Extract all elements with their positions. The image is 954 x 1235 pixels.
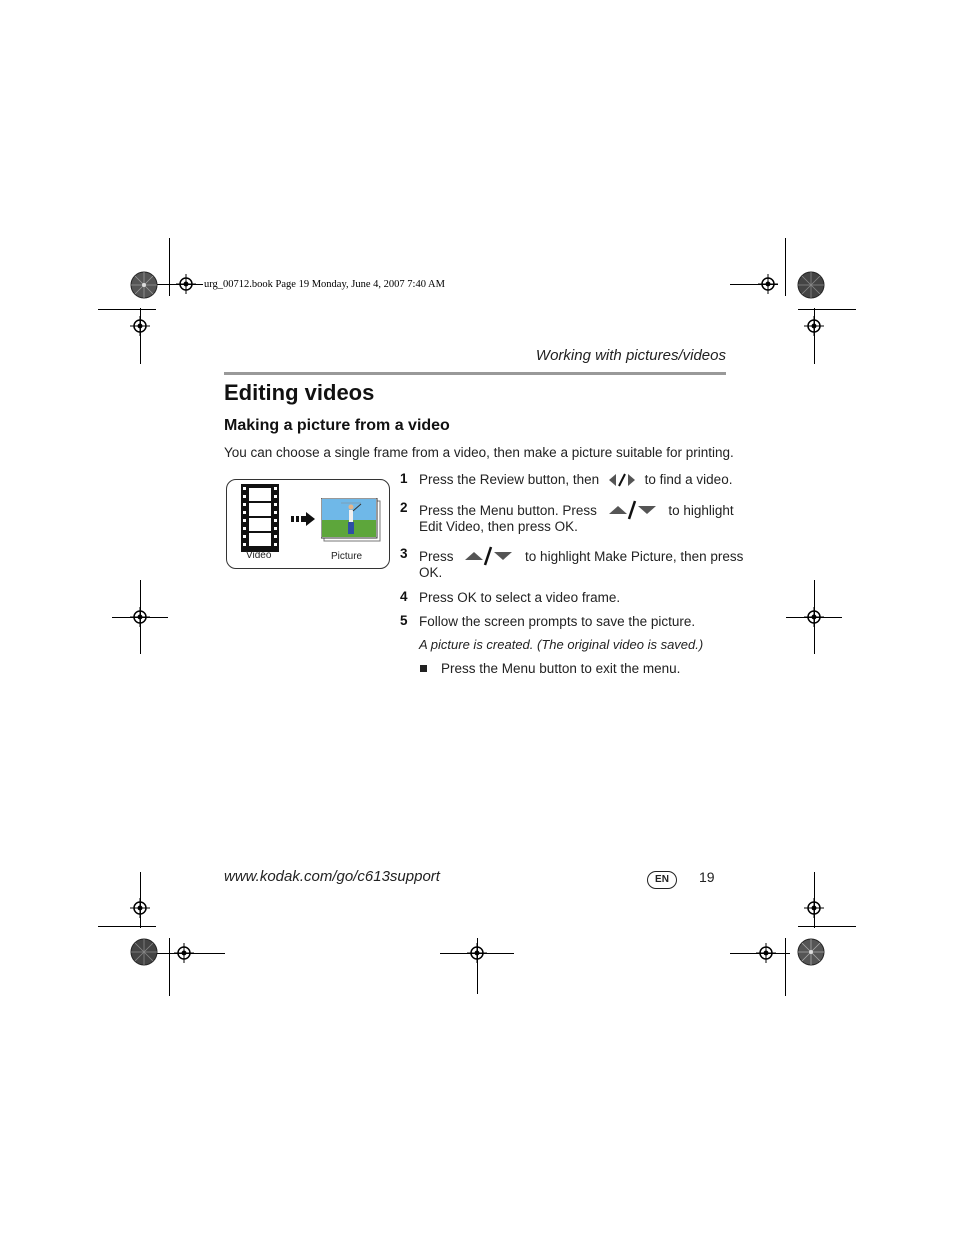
step-text: Press	[419, 549, 454, 564]
footer-url: www.kodak.com/go/c613support	[224, 868, 440, 885]
arrow-right-icon	[291, 512, 315, 526]
registration-target-icon	[130, 316, 150, 336]
header-rule	[224, 372, 726, 375]
bullet-square-icon	[420, 665, 427, 672]
bullet-text: Press the Menu button to exit the menu.	[441, 661, 681, 676]
page-title: Editing videos	[224, 380, 375, 405]
crop-mark	[798, 926, 856, 927]
section-title: Making a picture from a video	[224, 417, 450, 434]
crop-mark	[785, 938, 786, 996]
step-text: to highlight	[668, 503, 734, 518]
step-2-text	[419, 500, 734, 520]
step-text: to highlight Make Picture, then press	[525, 549, 744, 564]
left-right-arrow-icon	[609, 473, 635, 487]
step-5-text: Follow the screen prompts to save the picture.	[419, 614, 696, 629]
book-info: urg_00712.book Page 19 Monday, June 4, 2007 7:40 AM	[204, 279, 445, 290]
registration-target-icon	[176, 274, 196, 294]
registration-wheel-icon	[130, 938, 158, 966]
crop-mark	[798, 309, 856, 310]
crop-mark	[98, 926, 156, 927]
step-number: 5	[400, 613, 408, 628]
up-down-arrow-icon	[609, 500, 657, 520]
picture-thumbnail-icon	[321, 498, 381, 542]
registration-target-icon	[804, 898, 824, 918]
page-number: 19	[699, 869, 715, 885]
step-3-text	[419, 546, 743, 566]
step-number: 2	[400, 500, 408, 515]
crop-mark	[169, 238, 170, 296]
step-text: to find a video.	[644, 472, 733, 487]
crop-mark	[98, 309, 156, 310]
step-text: Press the Menu button. Press	[419, 503, 597, 518]
running-head: Working with pictures/videos	[535, 347, 726, 364]
step-text: Press the Review button, then	[419, 472, 600, 487]
registration-target-icon	[467, 943, 487, 963]
step-number: 3	[400, 546, 408, 561]
intro-paragraph: You can choose a single frame from a video, then make a picture suitable for printing.	[224, 445, 734, 460]
registration-target-icon	[756, 943, 776, 963]
up-down-arrow-icon	[465, 546, 513, 566]
picture-label: Picture	[331, 551, 363, 562]
step-4-text: Press OK to select a video frame.	[419, 590, 621, 605]
registration-target-icon	[804, 316, 824, 336]
step-2-line2: Edit Video, then press OK.	[419, 519, 578, 534]
step-3-line2: OK.	[419, 565, 443, 580]
video-to-picture-figure	[226, 479, 390, 569]
registration-target-icon	[804, 607, 824, 627]
result-note: A picture is created. (The original video is saved.)	[419, 637, 704, 652]
registration-target-icon	[174, 943, 194, 963]
film-strip-icon	[241, 484, 279, 552]
language-badge: EN	[647, 871, 677, 889]
video-label: Video	[246, 550, 272, 561]
crop-mark	[169, 938, 170, 996]
registration-wheel-icon	[797, 938, 825, 966]
step-number: 4	[400, 589, 408, 604]
registration-target-icon	[130, 898, 150, 918]
crop-mark	[785, 238, 786, 296]
registration-wheel-icon	[797, 271, 825, 299]
registration-target-icon	[130, 607, 150, 627]
step-number: 1	[400, 471, 408, 486]
step-1-text	[419, 471, 732, 489]
registration-wheel-icon	[130, 271, 158, 299]
registration-target-icon	[758, 274, 778, 294]
